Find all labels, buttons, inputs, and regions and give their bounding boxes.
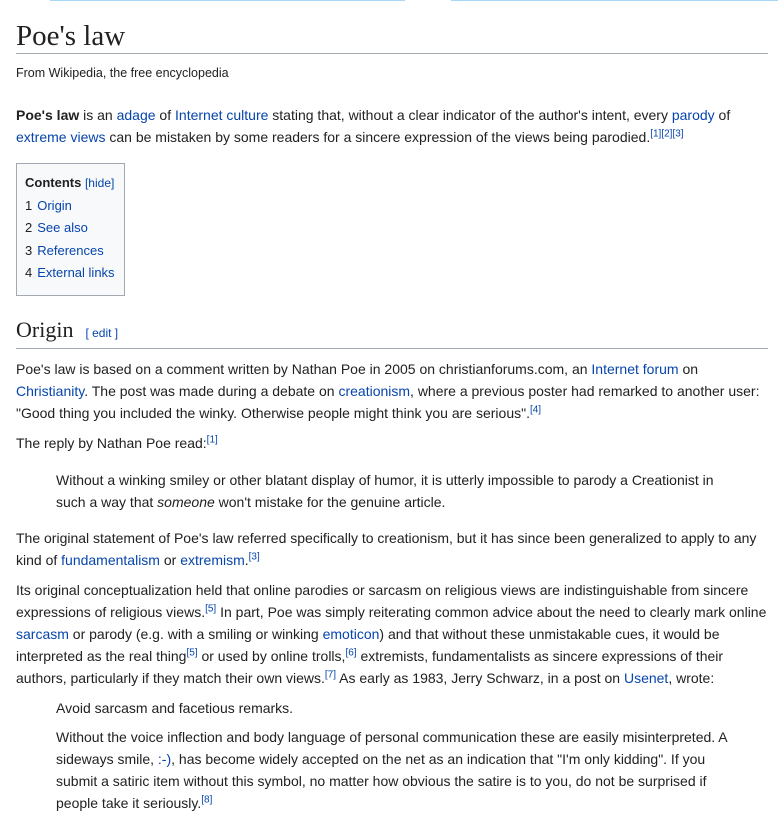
link-creationism[interactable]: creationism: [338, 382, 411, 399]
intro-text-3: stating that, without a clear indicator of the author's intent, every: [268, 107, 672, 123]
page-title: Poe's law: [16, 0, 768, 54]
ref-1[interactable]: [1]: [206, 433, 218, 445]
origin-paragraph-2: [16, 432, 768, 454]
quote2-text-1: Without the voice inflection and body language of personal communication these are easily misinterpreted. A sideways smile,: [56, 728, 727, 767]
toc-item: [25, 217, 115, 240]
toc-header: [25, 172, 115, 195]
link-sarcasm[interactable]: sarcasm: [16, 625, 69, 642]
article-content: [16, 0, 768, 814]
link-parody[interactable]: parody: [671, 107, 715, 123]
p4-text-5: or used by online trolls,: [197, 647, 346, 664]
link-extremism[interactable]: extremism: [180, 551, 245, 568]
edit-wrapper: [85, 326, 118, 340]
toc-item: [25, 240, 115, 263]
ref-5b[interactable]: [5]: [186, 646, 198, 658]
intro-text-2: of: [155, 107, 176, 123]
toc-link-see-also[interactable]: See also: [37, 220, 88, 235]
p1-text-3: . The post was made during a debate on: [84, 382, 339, 399]
blockquote-schwarz: [16, 697, 768, 814]
ref-7[interactable]: [7]: [324, 668, 337, 680]
toc-link-references[interactable]: References: [37, 242, 104, 258]
link-usenet[interactable]: Usenet: [623, 669, 669, 686]
toc-number: 4: [25, 265, 33, 280]
quote1-text-1: Without a winking smiley or other blatant display of humor, it is utterly impossible to parody a Creationist in such a way that: [56, 471, 714, 510]
p4-text-3: or parody (e.g. with a smiling or winking: [68, 625, 323, 642]
ref-3[interactable]: [3]: [248, 550, 260, 562]
p1-text-2: on: [678, 360, 699, 377]
quote1-emphasis: someone: [157, 493, 215, 510]
p4-text-2: In part, Poe was simply reiterating common advice about the need to clearly mark online: [216, 603, 767, 620]
p1-text-1: Poe's law is based on a comment written by Nathan Poe in 2005 on christianforums.com, an: [16, 360, 592, 377]
site-tagline: From Wikipedia, the free encyclopedia: [16, 66, 229, 80]
toc-number: 2: [25, 220, 33, 235]
link-christianity[interactable]: Christianity: [16, 382, 85, 399]
origin-paragraph-4: [16, 579, 768, 689]
toc-number: 1: [25, 197, 33, 213]
p3-text-1: The original statement of Poe's law referred specifically to creationism, but it has since been generalized to apply to any kind of: [16, 529, 757, 568]
toc-hide-wrapper: [85, 176, 114, 190]
link-emoticon[interactable]: emoticon: [322, 625, 380, 642]
p3-text-3: .: [244, 551, 249, 568]
quote2-text-2: , has become widely accepted on the net as an indication that "I'm only kidding". If you submit a satiric item without this symbol, no matter how obvious the satire is to you, do not be surprised if people take it seriously.: [56, 750, 707, 811]
ref-6[interactable]: [6]: [345, 646, 357, 658]
intro-text-5: can be mistaken by some readers for a sincere expression of the views being parodied.: [105, 129, 651, 145]
section-title-origin: Origin: [16, 316, 74, 342]
edit-section-link[interactable]: [ edit ]: [85, 325, 119, 340]
p4-text-6: extremists, fundamentalists as sincere expressions of their authors, particularly if they match their own views.: [16, 647, 724, 686]
ref-8[interactable]: [8]: [201, 793, 213, 805]
toc-link-origin[interactable]: Origin: [37, 197, 72, 213]
table-of-contents: [16, 163, 125, 296]
toc-hide-toggle[interactable]: [hide]: [84, 176, 115, 190]
ref-4[interactable]: [4]: [529, 403, 542, 415]
toc-item: [25, 195, 115, 218]
p1-text-4: , where a previous poster had remarked to another user: "Good thing you included the winky. Otherwise people might think you are serious".: [16, 382, 760, 421]
quote2-paragraph: [56, 726, 728, 814]
section-heading-origin: [16, 316, 768, 349]
p4-text-4: ) and that without these unmistakable cues, it would be interpreted as the real thing: [16, 625, 720, 664]
intro-text-4: of: [714, 107, 731, 123]
link-extreme-views[interactable]: extreme views: [16, 129, 106, 145]
toc-title: Contents: [25, 175, 82, 190]
link-smiley[interactable]: :-): [157, 750, 172, 767]
quote1-text-2: won't mistake for the genuine article.: [214, 493, 446, 510]
link-fundamentalism[interactable]: fundamentalism: [61, 551, 160, 568]
intro-paragraph: [16, 104, 768, 148]
p4-text-8: , wrote:: [668, 669, 715, 686]
toc-item: [25, 262, 115, 285]
link-adage[interactable]: adage: [116, 107, 156, 123]
origin-paragraph-3: [16, 527, 768, 571]
quote-paragraph: [56, 469, 728, 513]
toc-number: 3: [25, 242, 33, 258]
p4-text-7: As early as 1983, Jerry Schwarz, in a post on: [336, 669, 624, 686]
link-internet-culture[interactable]: Internet culture: [175, 107, 269, 123]
intro-text-1: is an: [79, 107, 117, 123]
quote2-line-1: Avoid sarcasm and facetious remarks.: [56, 699, 294, 716]
link-internet-forum[interactable]: Internet forum: [591, 360, 679, 377]
ref-5a[interactable]: [5]: [205, 602, 217, 614]
intro-bold-term: Poe's law: [16, 107, 80, 123]
p2-text: The reply by Nathan Poe read:: [16, 434, 207, 451]
toc-link-external-links[interactable]: External links: [37, 265, 115, 280]
origin-paragraph-1: [16, 358, 768, 424]
p4-text-1: Its original conceptualization held that online parodies or sarcasm on religious views are indistinguishable from sincere expressions of religious views.: [16, 581, 749, 620]
blockquote-poe: [16, 469, 768, 513]
ref-intro[interactable]: [1][2][3]: [650, 128, 684, 140]
p3-text-2: or: [159, 551, 181, 568]
